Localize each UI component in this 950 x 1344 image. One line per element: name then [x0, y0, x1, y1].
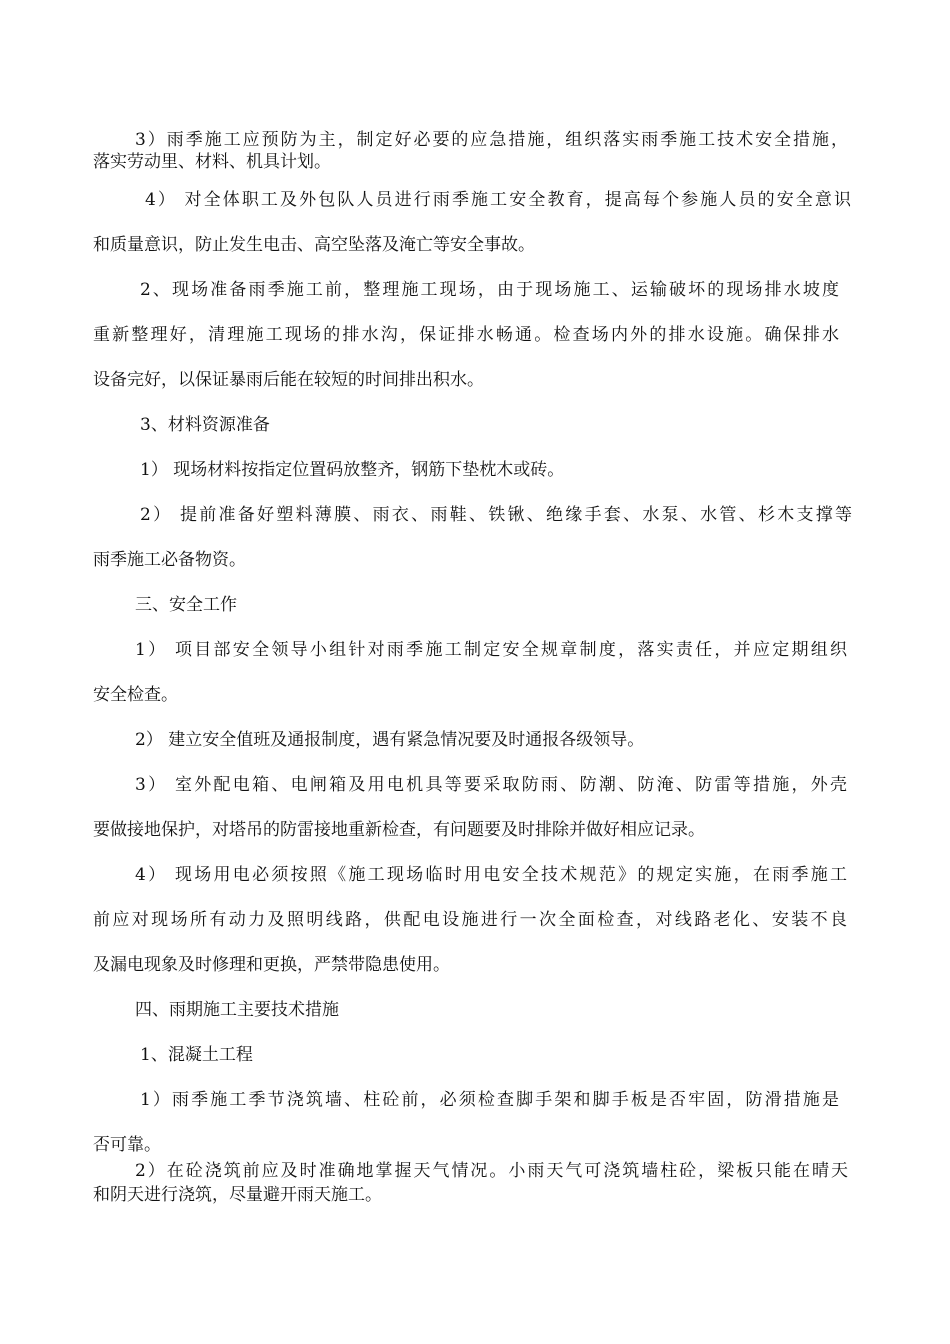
section-heading: 1、混凝土工程 — [140, 1045, 253, 1065]
section-heading: 3、材料资源准备 — [140, 415, 270, 435]
text-line: 落实劳动里、材料、机具计划。 — [93, 152, 331, 172]
text-line: 4） 对全体职工及外包队人员进行雨季施工安全教育，提高每个参施人员的安全意识 — [145, 190, 851, 210]
section-heading: 四、雨期施工主要技术措施 — [135, 1000, 339, 1020]
text-line: 1） 现场材料按指定位置码放整齐，钢筋下垫枕木或砖。 — [140, 460, 565, 480]
text-line: 1） 项目部安全领导小组针对雨季施工制定安全规章制度，落实责任，并应定期组织 — [135, 640, 847, 660]
text-line: 4） 现场用电必须按照《施工现场临时用电安全技术规范》的规定实施，在雨季施工 — [135, 865, 847, 885]
text-line: 及漏电现象及时修理和更换，严禁带隐患使用。 — [93, 955, 450, 975]
text-line: 2） 建立安全值班及通报制度，遇有紧急情况要及时通报各级领导。 — [135, 730, 645, 750]
text-line: 和质量意识，防止发生电击、高空坠落及淹亡等安全事故。 — [93, 235, 535, 255]
text-line: 重新整理好，清理施工现场的排水沟，保证排水畅通。检查场内外的排水设施。确保排水 — [93, 325, 839, 345]
text-line: 和阴天进行浇筑，尽量避开雨天施工。 — [93, 1185, 382, 1205]
text-line: 2）在砼浇筑前应及时准确地掌握天气情况。小雨天气可浇筑墙柱砼，梁板只能在晴天 — [135, 1161, 848, 1181]
text-line: 前应对现场所有动力及照明线路，供配电设施进行一次全面检查，对线路老化、安装不良 — [93, 910, 847, 930]
text-line: 1）雨季施工季节浇筑墙、柱砼前，必须检查脚手架和脚手板是否牢固，防滑措施是 — [140, 1090, 839, 1110]
text-line: 设备完好，以保证暴雨后能在较短的时间排出积水。 — [93, 370, 484, 390]
text-line: 3）雨季施工应预防为主，制定好必要的应急措施，组织落实雨季施工技术安全措施， — [135, 130, 848, 150]
text-line: 2、现场准备雨季施工前，整理施工现场，由于现场施工、运输破坏的现场排水坡度 — [140, 280, 839, 300]
text-line: 否可靠。 — [93, 1135, 161, 1155]
text-line: 3） 室外配电箱、电闸箱及用电机具等要采取防雨、防潮、防淹、防雷等措施，外壳 — [135, 775, 847, 795]
text-line: 雨季施工必备物资。 — [93, 550, 246, 570]
text-line: 2） 提前准备好塑料薄膜、雨衣、雨鞋、铁锹、绝缘手套、水泵、水管、杉木支撑等 — [140, 505, 852, 525]
section-heading: 三、安全工作 — [135, 595, 237, 615]
text-line: 安全检查。 — [93, 685, 178, 705]
text-line: 要做接地保护，对塔吊的防雷接地重新检查，有问题要及时排除并做好相应记录。 — [93, 820, 705, 840]
